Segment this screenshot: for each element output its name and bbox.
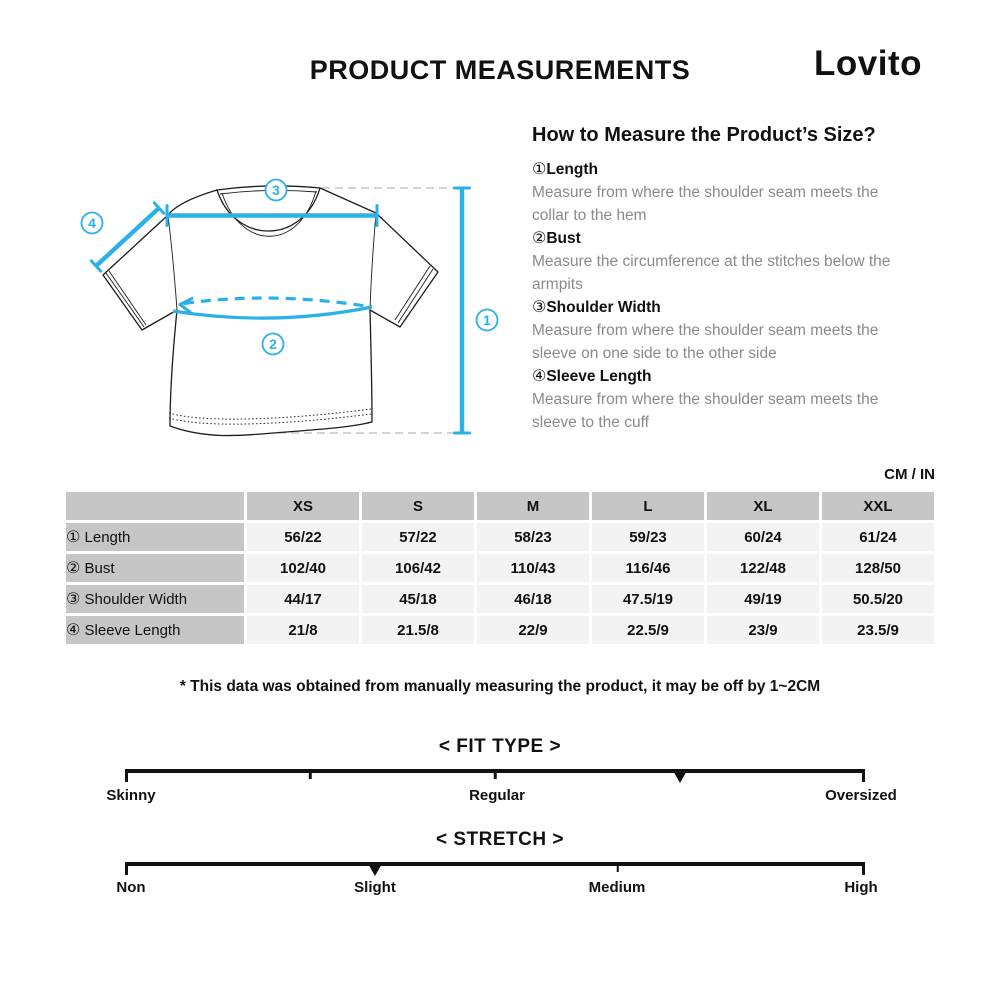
size-col-header: M xyxy=(477,492,589,520)
sleeve-length-measure-line xyxy=(91,203,163,271)
size-col-header: XS xyxy=(247,492,359,520)
stretch-marker xyxy=(367,862,383,876)
svg-text:4: 4 xyxy=(88,215,96,231)
circled-number: ② xyxy=(532,230,547,247)
corner-cell xyxy=(66,492,244,520)
measurement-value: 102/40 xyxy=(247,554,359,582)
measurement-value: 50.5/20 xyxy=(822,585,934,613)
svg-text:1: 1 xyxy=(483,312,491,328)
measurement-value: 59/23 xyxy=(592,523,704,551)
row-label: ④ Sleeve Length xyxy=(66,616,244,644)
fit-type-title: < FIT TYPE > xyxy=(438,736,562,757)
measurement-value: 22.5/9 xyxy=(592,616,704,644)
size-col-header: XXL xyxy=(822,492,934,520)
shoulder-width-measure-line xyxy=(167,206,377,226)
unit-label: CM / IN xyxy=(884,466,935,483)
scale-label: Skinny xyxy=(106,787,156,804)
item-label: Shoulder Width xyxy=(546,299,661,316)
badge-bust xyxy=(263,334,284,355)
item-label: Length xyxy=(546,161,598,178)
scale-label: Regular xyxy=(469,787,525,804)
circled-number: ④ xyxy=(532,368,547,385)
circled-number: ① xyxy=(532,161,547,178)
table-row-length xyxy=(66,523,934,551)
item-label: Sleeve Length xyxy=(546,368,652,385)
table-row-sleeve-length xyxy=(66,616,934,644)
stretch-scale xyxy=(125,862,865,866)
scale-end-cap xyxy=(862,862,865,875)
scale-label: Oversized xyxy=(825,787,897,804)
measurement-value: 122/48 xyxy=(707,554,819,582)
stretch-title: < STRETCH > xyxy=(436,829,564,850)
row-label: ① Length xyxy=(66,523,244,551)
item-description: Measure from where the shoulder seam meets the sleeve on one side to the other side xyxy=(532,322,879,362)
scale-end-cap xyxy=(125,862,128,875)
scale-label: Non xyxy=(116,879,146,896)
badge-shoulder-width xyxy=(266,180,287,201)
scale-tick xyxy=(309,769,312,779)
measurement-value: 47.5/19 xyxy=(592,585,704,613)
size-col-header: L xyxy=(592,492,704,520)
scale-tick xyxy=(617,862,620,872)
tshirt-outline xyxy=(103,186,438,436)
measurement-value: 49/19 xyxy=(707,585,819,613)
size-col-header: S xyxy=(362,492,474,520)
scale-label: Slight xyxy=(354,879,396,896)
fit-type-marker xyxy=(672,769,688,783)
measurement-value: 58/23 xyxy=(477,523,589,551)
table-row-shoulder-width xyxy=(66,585,934,613)
measurement-value: 44/17 xyxy=(247,585,359,613)
page-title: PRODUCT MEASUREMENTS xyxy=(309,55,691,85)
scale-tick xyxy=(494,769,497,779)
measurement-value: 57/22 xyxy=(362,523,474,551)
fit-type-labels xyxy=(0,787,1000,807)
how-to-measure-title: How to Measure the Product’s Size? xyxy=(532,124,876,146)
hem-stitching xyxy=(169,414,371,424)
fit-type-scale xyxy=(125,769,865,773)
measurement-value: 61/24 xyxy=(822,523,934,551)
table-header-row xyxy=(66,492,934,520)
measurements-table xyxy=(63,489,937,647)
measurement-value: 23.5/9 xyxy=(822,616,934,644)
how-to-item-length xyxy=(532,158,928,227)
how-to-item-shoulder-width xyxy=(532,296,928,365)
length-measure-line xyxy=(455,188,470,433)
measurement-value: 128/50 xyxy=(822,554,934,582)
item-label: Bust xyxy=(546,230,581,247)
disclaimer-note: * This data was obtained from manually measuring the product, it may be off by 1~2CM xyxy=(179,678,821,695)
size-col-header: XL xyxy=(707,492,819,520)
measurement-value: 60/24 xyxy=(707,523,819,551)
table-row-bust xyxy=(66,554,934,582)
scale-end-cap xyxy=(862,769,865,782)
how-to-item-sleeve-length xyxy=(532,365,928,434)
svg-text:3: 3 xyxy=(272,182,280,198)
item-description: Measure from where the shoulder seam meets the collar to the hem xyxy=(532,184,879,224)
row-label: ② Bust xyxy=(66,554,244,582)
measurement-value: 21/8 xyxy=(247,616,359,644)
bust-measure-ellipse xyxy=(173,298,372,318)
scale-end-cap xyxy=(125,769,128,782)
how-to-measure-section xyxy=(532,124,928,434)
stretch-labels xyxy=(0,879,1000,899)
measurement-value: 106/42 xyxy=(362,554,474,582)
svg-text:2: 2 xyxy=(269,336,277,352)
measurement-value: 22/9 xyxy=(477,616,589,644)
tshirt-diagram xyxy=(60,130,520,460)
measurement-value: 110/43 xyxy=(477,554,589,582)
item-description: Measure the circumference at the stitches below the armpits xyxy=(532,253,891,293)
brand-logo: Lovito xyxy=(814,44,922,83)
scale-label: High xyxy=(844,879,878,896)
badge-length xyxy=(477,310,498,331)
measurement-value: 23/9 xyxy=(707,616,819,644)
scale-label: Medium xyxy=(588,879,646,896)
badge-sleeve-length xyxy=(82,213,103,234)
measurement-value: 46/18 xyxy=(477,585,589,613)
measurement-value: 56/22 xyxy=(247,523,359,551)
measurement-value: 116/46 xyxy=(592,554,704,582)
measurement-value: 21.5/8 xyxy=(362,616,474,644)
measurement-value: 45/18 xyxy=(362,585,474,613)
row-label: ③ Shoulder Width xyxy=(66,585,244,613)
item-description: Measure from where the shoulder seam meets the sleeve to the cuff xyxy=(532,391,879,431)
how-to-item-bust xyxy=(532,227,928,296)
circled-number: ③ xyxy=(532,299,547,316)
